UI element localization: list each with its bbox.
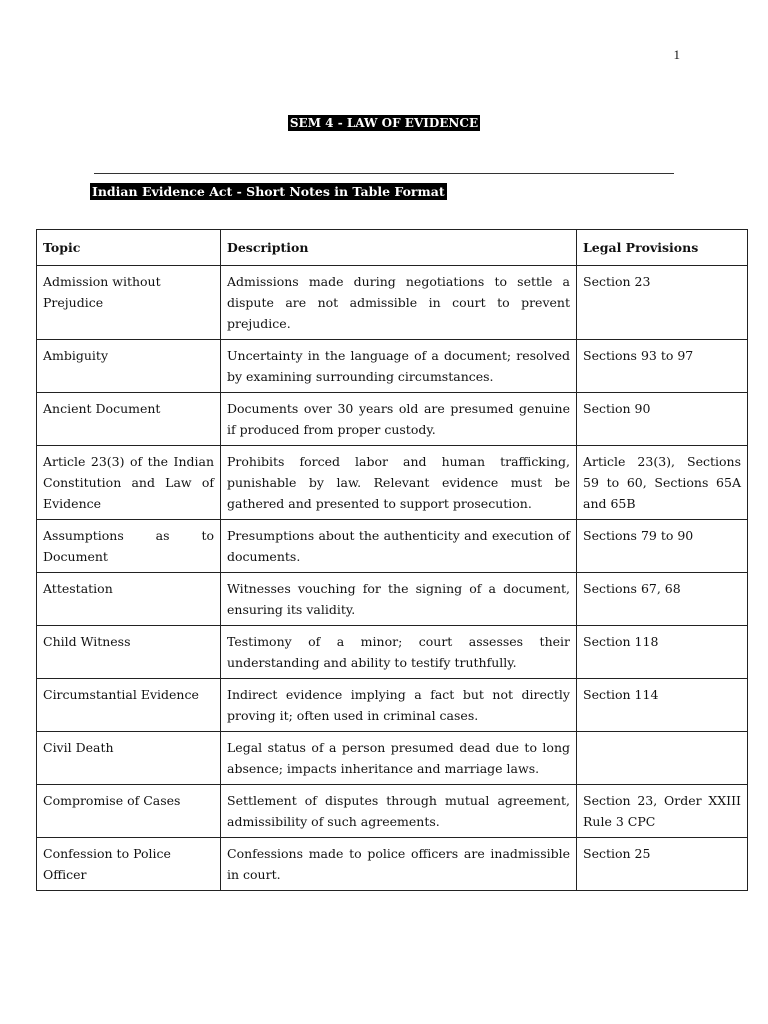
table-header-row xyxy=(37,230,748,266)
cell-provisions: Section 90 xyxy=(577,393,748,446)
table-row xyxy=(37,838,748,891)
cell-description: Settlement of disputes through mutual agreement, admissibility of such agreements. xyxy=(221,785,577,838)
cell-topic: Child Witness xyxy=(37,626,221,679)
cell-topic: Article 23(3) of the Indian Constitution and Law of Evidence xyxy=(37,446,221,520)
table-row xyxy=(37,626,748,679)
cell-topic: Confession to Police Officer xyxy=(37,838,221,891)
title-divider xyxy=(94,173,674,174)
cell-topic: Compromise of Cases xyxy=(37,785,221,838)
notes-table xyxy=(36,229,748,891)
cell-description: Documents over 30 years old are presumed genuine if produced from proper custody. xyxy=(221,393,577,446)
cell-topic: Circumstantial Evidence xyxy=(37,679,221,732)
column-header-description: Description xyxy=(221,230,577,266)
table-row xyxy=(37,573,748,626)
document-title xyxy=(0,116,768,130)
cell-topic: Ambiguity xyxy=(37,340,221,393)
cell-description: Confessions made to police officers are inadmissible in court. xyxy=(221,838,577,891)
table-row xyxy=(37,520,748,573)
document-subtitle-text: Indian Evidence Act - Short Notes in Table Format xyxy=(92,184,445,199)
cell-description: Prohibits forced labor and human trafficking, punishable by law. Relevant evidence must be gathered and presented to support prosecution. xyxy=(221,446,577,520)
table-row xyxy=(37,266,748,340)
cell-topic: Ancient Document xyxy=(37,393,221,446)
column-header-topic: Topic xyxy=(37,230,221,266)
cell-description: Legal status of a person presumed dead due to long absence; impacts inheritance and marriage laws. xyxy=(221,732,577,785)
document-title-text: SEM 4 - LAW OF EVIDENCE xyxy=(289,116,479,130)
table-row xyxy=(37,732,748,785)
cell-description: Admissions made during negotiations to settle a dispute are not admissible in court to prevent prejudice. xyxy=(221,266,577,340)
cell-provisions: Sections 67, 68 xyxy=(577,573,748,626)
cell-provisions: Sections 93 to 97 xyxy=(577,340,748,393)
cell-provisions xyxy=(577,732,748,785)
cell-provisions: Section 114 xyxy=(577,679,748,732)
cell-description: Presumptions about the authenticity and execution of documents. xyxy=(221,520,577,573)
table-row xyxy=(37,679,748,732)
table-row xyxy=(37,785,748,838)
cell-provisions: Section 23, Order XXIII Rule 3 CPC xyxy=(577,785,748,838)
cell-provisions: Section 23 xyxy=(577,266,748,340)
document-subtitle xyxy=(90,184,447,199)
cell-topic: Civil Death xyxy=(37,732,221,785)
table-row xyxy=(37,393,748,446)
table-row xyxy=(37,340,748,393)
column-header-provisions: Legal Provisions xyxy=(577,230,748,266)
cell-topic: Attestation xyxy=(37,573,221,626)
cell-topic: Assumptions as to Document xyxy=(37,520,221,573)
table-row xyxy=(37,446,748,520)
cell-description: Witnesses vouching for the signing of a document, ensuring its validity. xyxy=(221,573,577,626)
page-number: 1 xyxy=(673,47,680,62)
cell-description: Testimony of a minor; court assesses their understanding and ability to testify truthfully. xyxy=(221,626,577,679)
cell-provisions: Section 25 xyxy=(577,838,748,891)
cell-description: Indirect evidence implying a fact but not directly proving it; often used in criminal cases. xyxy=(221,679,577,732)
cell-provisions: Article 23(3), Sections 59 to 60, Sections 65A and 65B xyxy=(577,446,748,520)
cell-provisions: Section 118 xyxy=(577,626,748,679)
cell-description: Uncertainty in the language of a document; resolved by examining surrounding circumstances. xyxy=(221,340,577,393)
cell-topic: Admission without Prejudice xyxy=(37,266,221,340)
cell-provisions: Sections 79 to 90 xyxy=(577,520,748,573)
